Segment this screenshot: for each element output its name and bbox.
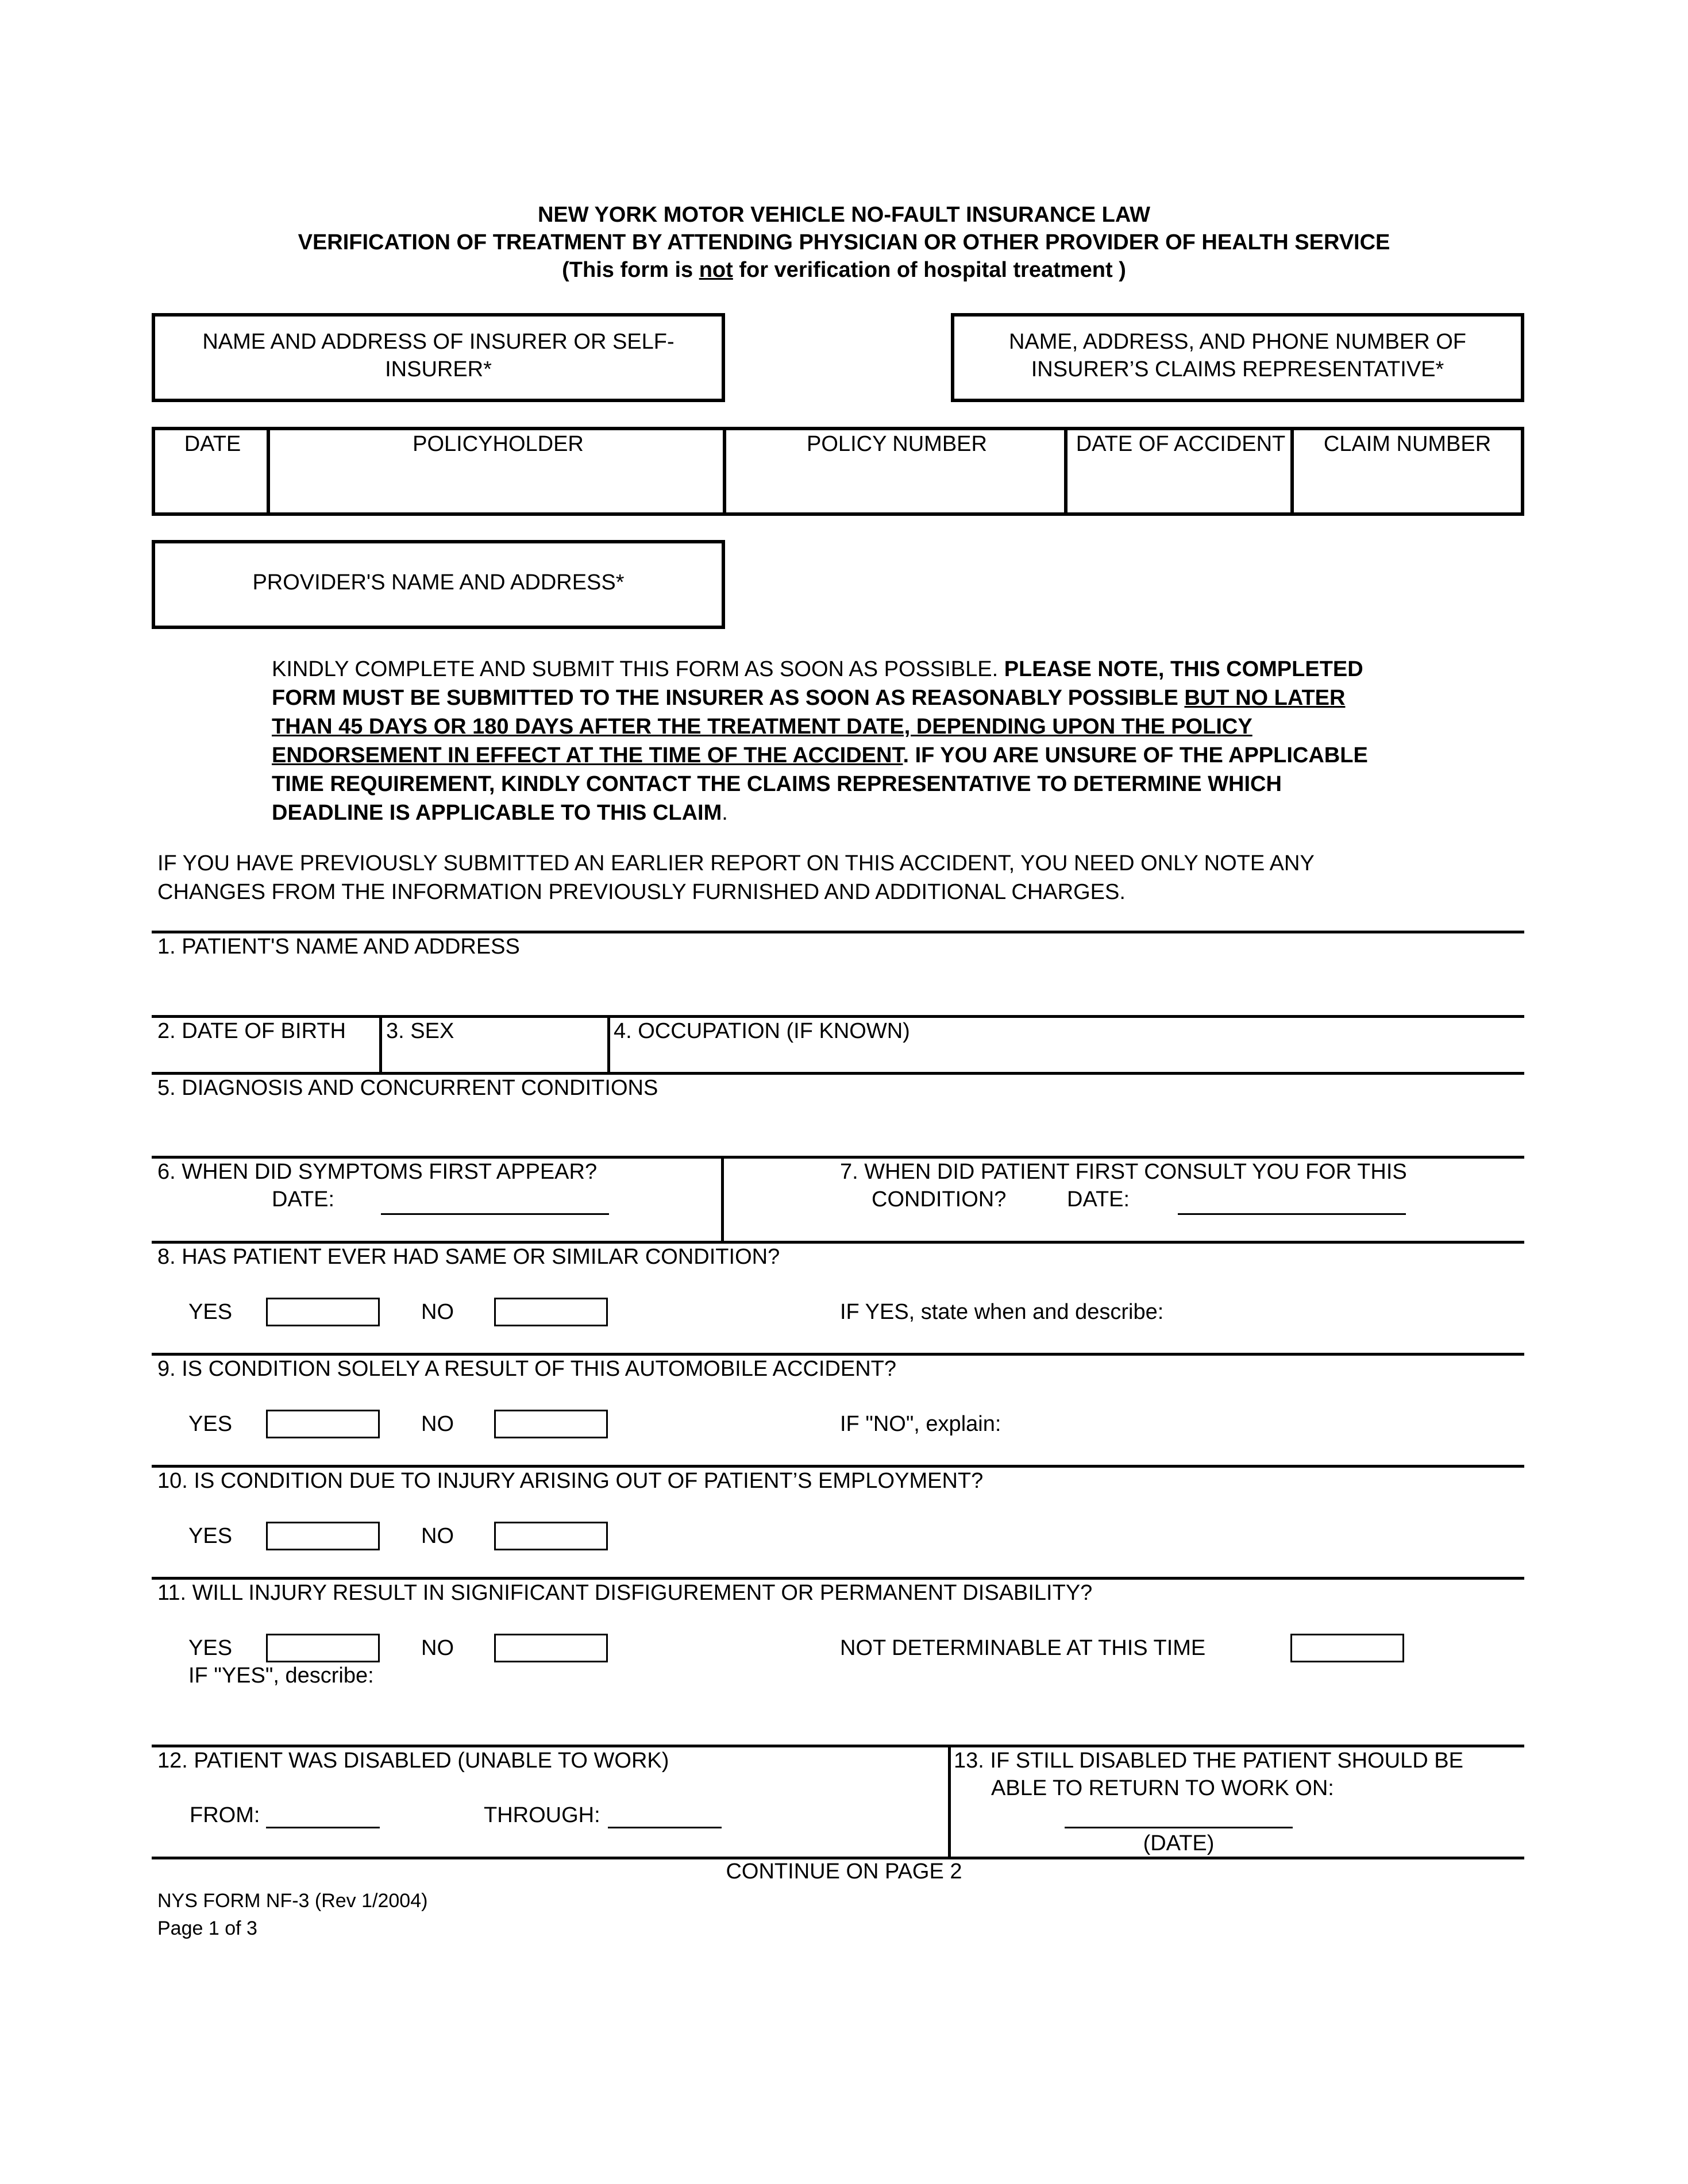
q8-no-checkbox[interactable] xyxy=(494,1298,608,1326)
q10-yes-label: YES xyxy=(188,1524,233,1548)
insurer-name-address-box[interactable] xyxy=(152,313,725,402)
q8-yes-label: YES xyxy=(188,1300,233,1324)
header-note: (This form is not for verification of hospital treatment ) xyxy=(562,258,1126,282)
claims-rep-label-line1: NAME, ADDRESS, AND PHONE NUMBER OF xyxy=(1008,330,1466,354)
insurer-box-label-line1: NAME AND ADDRESS OF INSURER OR SELF- xyxy=(202,330,675,354)
q9-no-label: NO xyxy=(421,1412,454,1436)
q13-return-label-line1: 13. IF STILL DISABLED THE PATIENT SHOULD BE xyxy=(954,1749,1463,1773)
q11-yes-label: YES xyxy=(188,1636,233,1660)
q11-not-determinable-label: NOT DETERMINABLE AT THIS TIME xyxy=(840,1636,1206,1660)
q9-no-checkbox[interactable] xyxy=(494,1410,608,1438)
q7-consult-label-line2: CONDITION? xyxy=(872,1187,1007,1211)
q11-not-determinable-checkbox[interactable] xyxy=(1290,1634,1404,1662)
claim-number-cell[interactable] xyxy=(1290,430,1521,512)
page-number: Page 1 of 3 xyxy=(157,1917,257,1939)
provider-name-address-box[interactable] xyxy=(152,540,725,629)
q10-yes-checkbox[interactable] xyxy=(266,1522,380,1550)
q9-if-no-label: IF "NO", explain: xyxy=(840,1412,1001,1436)
date-of-accident-label: DATE OF ACCIDENT xyxy=(1076,432,1286,456)
q2-date-of-birth-label: 2. DATE OF BIRTH xyxy=(157,1019,346,1043)
claims-representative-box[interactable] xyxy=(951,313,1524,402)
q6-date-label: DATE: xyxy=(272,1187,335,1211)
divider-q2-q3 xyxy=(379,1015,382,1075)
q7-date-label: DATE: xyxy=(1067,1187,1130,1211)
policyholder-cell[interactable] xyxy=(267,430,726,512)
q11-no-checkbox[interactable] xyxy=(494,1634,608,1662)
date-label: DATE xyxy=(184,432,241,456)
q10-no-checkbox[interactable] xyxy=(494,1522,608,1550)
divider-q3-q4 xyxy=(607,1015,610,1075)
policy-number-cell[interactable] xyxy=(723,430,1067,512)
continue-on-page-2: CONTINUE ON PAGE 2 xyxy=(726,1859,962,1884)
q11-yes-checkbox[interactable] xyxy=(266,1634,380,1662)
date-cell[interactable] xyxy=(155,430,270,512)
q11-disfigurement-label: 11. WILL INJURY RESULT IN SIGNIFICANT DISFIGUREMENT OR PERMANENT DISABILITY? xyxy=(157,1581,1093,1605)
header-title: NEW YORK MOTOR VEHICLE NO-FAULT INSURANCE LAW xyxy=(537,203,1151,227)
date-of-accident-cell[interactable] xyxy=(1064,430,1294,512)
q12-through-label: THROUGH: xyxy=(484,1803,600,1827)
q12-through-field[interactable] xyxy=(608,1827,722,1828)
q9-yes-checkbox[interactable] xyxy=(266,1410,380,1438)
policy-number-label: POLICY NUMBER xyxy=(807,432,987,456)
policyholder-label: POLICYHOLDER xyxy=(413,432,584,456)
q9-yes-label: YES xyxy=(188,1412,233,1436)
header-note-not: not xyxy=(699,258,733,282)
form-header xyxy=(0,201,1688,284)
q10-no-label: NO xyxy=(421,1524,454,1548)
claim-number-label: CLAIM NUMBER xyxy=(1323,432,1492,456)
insurer-box-label-line2: INSURER* xyxy=(385,357,492,381)
q8-if-yes-label: IF YES, state when and describe: xyxy=(840,1300,1164,1324)
claims-rep-label-line2: INSURER’S CLAIMS REPRESENTATIVE* xyxy=(1031,357,1444,381)
q13-return-label-line2: ABLE TO RETURN TO WORK ON: xyxy=(991,1776,1334,1800)
q6-date-field[interactable] xyxy=(381,1213,609,1215)
q9-solely-result-label: 9. IS CONDITION SOLELY A RESULT OF THIS AUTOMOBILE ACCIDENT? xyxy=(157,1357,897,1381)
q12-from-label: FROM: xyxy=(190,1803,260,1827)
q11-no-label: NO xyxy=(421,1636,454,1660)
q12-from-field[interactable] xyxy=(266,1827,380,1828)
q8-yes-checkbox[interactable] xyxy=(266,1298,380,1326)
q13-date-field[interactable] xyxy=(1065,1827,1293,1828)
header-subtitle: VERIFICATION OF TREATMENT BY ATTENDING PHYSICIAN OR OTHER PROVIDER OF HEALTH SERVICE xyxy=(298,230,1390,254)
submission-notice: KINDLY COMPLETE AND SUBMIT THIS FORM AS SOON AS POSSIBLE. PLEASE NOTE, THIS COMPLETED FORM MUST BE SUBMITTED TO THE INSURER AS SOON AS REASONABLY POSSIBLE BUT NO LATER THAN 45 DAYS OR 180 DAYS AFTER THE TREATMENT DATE, DEPENDING UPON THE POLICY ENDORSEMENT IN EFFECT AT THE TIME OF THE ACCIDENT. IF YOU ARE UNSURE OF THE APPLICABLE TIME REQUIREMENT, KINDLY CONTACT THE CLAIMS REPRESENTATIVE TO DETERMINE WHICH DEADLINE IS APPLICABLE TO THIS CLAIM. xyxy=(272,657,1368,825)
q4-occupation-label: 4. OCCUPATION (IF KNOWN) xyxy=(614,1019,910,1043)
q7-consult-label-line1: 7. WHEN DID PATIENT FIRST CONSULT YOU FOR THIS xyxy=(840,1160,1407,1184)
q6-symptoms-label: 6. WHEN DID SYMPTOMS FIRST APPEAR? xyxy=(157,1160,598,1184)
q12-disabled-label: 12. PATIENT WAS DISABLED (UNABLE TO WORK) xyxy=(157,1749,669,1773)
q11-if-yes-label: IF "YES", describe: xyxy=(188,1664,374,1688)
form-id: NYS FORM NF-3 (Rev 1/2004) xyxy=(157,1890,428,1912)
q5-diagnosis-label: 5. DIAGNOSIS AND CONCURRENT CONDITIONS xyxy=(157,1076,658,1100)
previous-report-note: IF YOU HAVE PREVIOUSLY SUBMITTED AN EARLIER REPORT ON THIS ACCIDENT, YOU NEED ONLY NOTE ANY CHANGES FROM THE INFORMATION PREVIOUSLY FURNISHED AND ADDITIONAL CHARGES. xyxy=(157,851,1315,904)
q3-sex-label: 3. SEX xyxy=(386,1019,454,1043)
q1-patient-name-address-label: 1. PATIENT'S NAME AND ADDRESS xyxy=(157,935,520,959)
q7-date-field[interactable] xyxy=(1178,1213,1406,1215)
q10-employment-label: 10. IS CONDITION DUE TO INJURY ARISING OUT OF PATIENT’S EMPLOYMENT? xyxy=(157,1469,984,1493)
policy-info-row xyxy=(152,427,1524,516)
q8-similar-condition-label: 8. HAS PATIENT EVER HAD SAME OR SIMILAR CONDITION? xyxy=(157,1245,780,1269)
q13-date-label: (DATE) xyxy=(1143,1831,1215,1855)
divider-q12-q13 xyxy=(948,1745,951,1859)
q8-no-label: NO xyxy=(421,1300,454,1324)
provider-box-label: PROVIDER'S NAME AND ADDRESS* xyxy=(252,570,625,595)
divider-q6-q7 xyxy=(721,1156,724,1244)
